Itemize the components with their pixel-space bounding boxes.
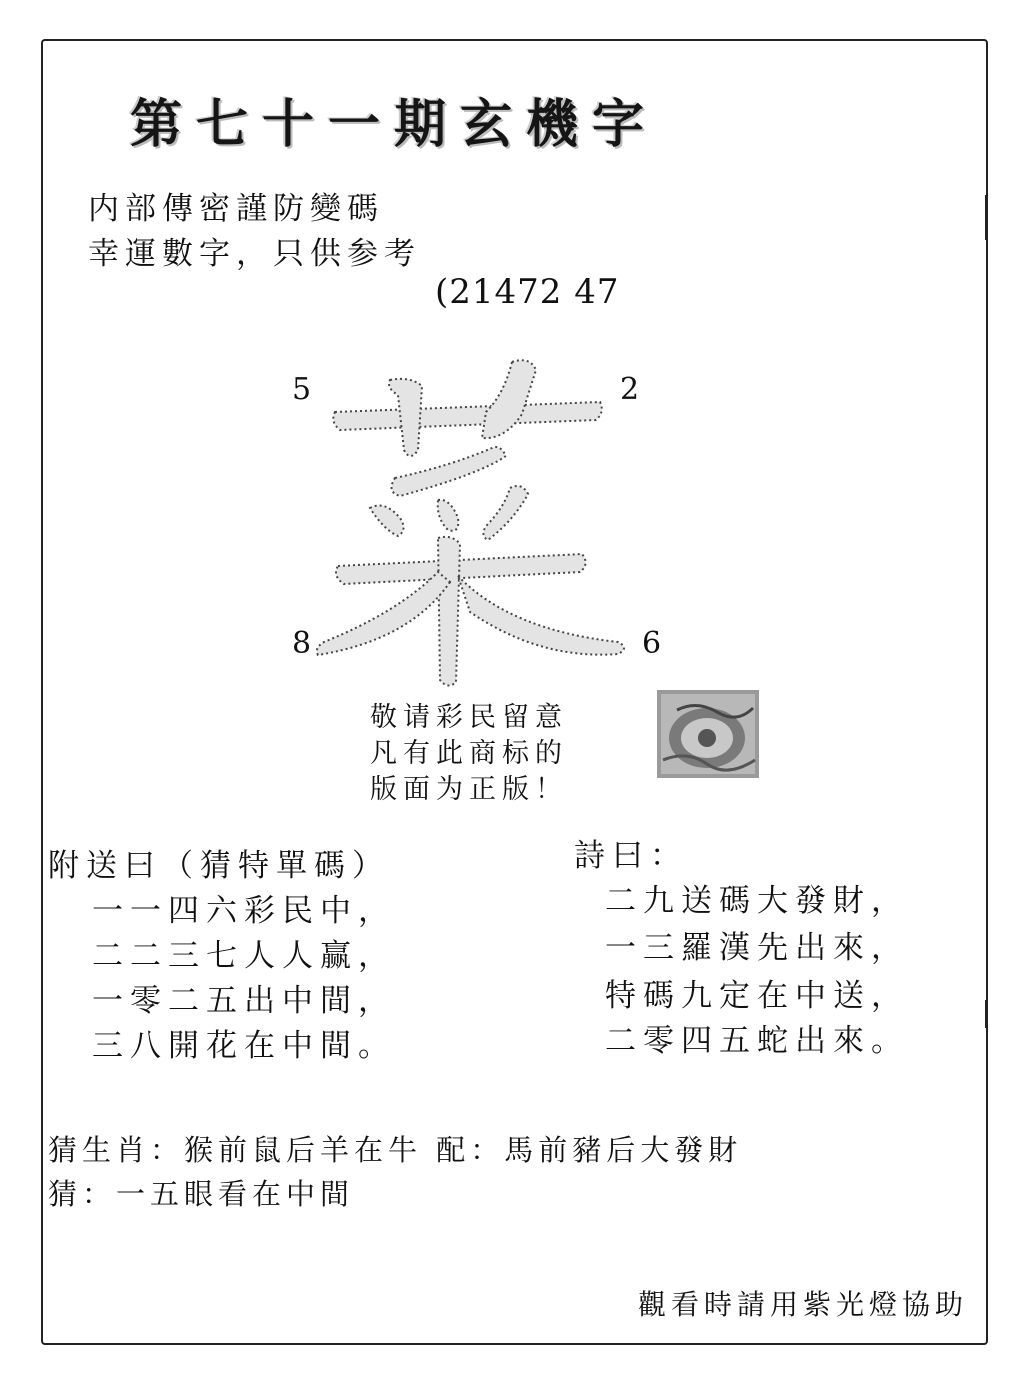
right-edge-mark [985, 1000, 988, 1028]
glyph-stroke [333, 402, 601, 430]
right-poem-line: 特碼九定在中送， [605, 978, 909, 1014]
zodiac-guess: 猜生肖：猴前鼠后羊在牛 配：馬前豬后大發財 [48, 1133, 743, 1167]
glyph-stroke [438, 537, 460, 686]
intro-line-1: 内部傳密謹防變碼 [88, 191, 384, 227]
notice-line-1: 敬请彩民留意 [370, 702, 568, 733]
glyph-stroke [370, 506, 404, 536]
glyph-number-bottom-right: 6 [642, 626, 662, 661]
lucky-code: (21472 47 [435, 272, 620, 312]
left-poem-line: 三八開花在中間。 [92, 1028, 396, 1064]
glyph-stroke [438, 500, 459, 531]
left-poem-header: 附送曰（猜特單碼） [48, 848, 390, 884]
right-poem-line: 二零四五蛇出來。 [605, 1023, 909, 1059]
right-poem-line: 一三羅漢先出來， [605, 930, 909, 966]
footer-note: 觀看時請用紫光燈協助 [637, 1288, 968, 1321]
glyph-stroke [317, 572, 450, 655]
left-poem-line: 一一四六彩民中， [92, 893, 396, 929]
number-guess: 猜：一五眼看在中間 [48, 1177, 355, 1211]
notice-line-3: 版面为正版！ [370, 774, 568, 805]
glyph-stroke [482, 360, 536, 438]
authenticity-notice [370, 700, 650, 808]
right-poem-header: 詩曰： [574, 838, 688, 874]
outline-character-glyph [300, 350, 640, 690]
glyph-number-bottom-left: 8 [292, 626, 312, 661]
left-poem-line: 一零二五出中間， [92, 983, 396, 1019]
trademark-stamp-image [657, 690, 759, 778]
page-title: 第七十一期玄機字 [130, 94, 659, 155]
glyph-number-top-right: 2 [620, 372, 640, 407]
notice-line-2: 凡有此商标的 [370, 738, 568, 769]
glyph-number-top-left: 5 [292, 372, 312, 407]
glyph-stroke [458, 576, 624, 655]
glyph-stroke [483, 486, 528, 540]
intro-line-2: 幸運數字，只供参考 [88, 236, 421, 272]
left-poem-line: 二二三七人人赢， [92, 938, 396, 974]
right-poem-line: 二九送碼大發財， [605, 883, 909, 919]
right-edge-mark [985, 195, 988, 240]
